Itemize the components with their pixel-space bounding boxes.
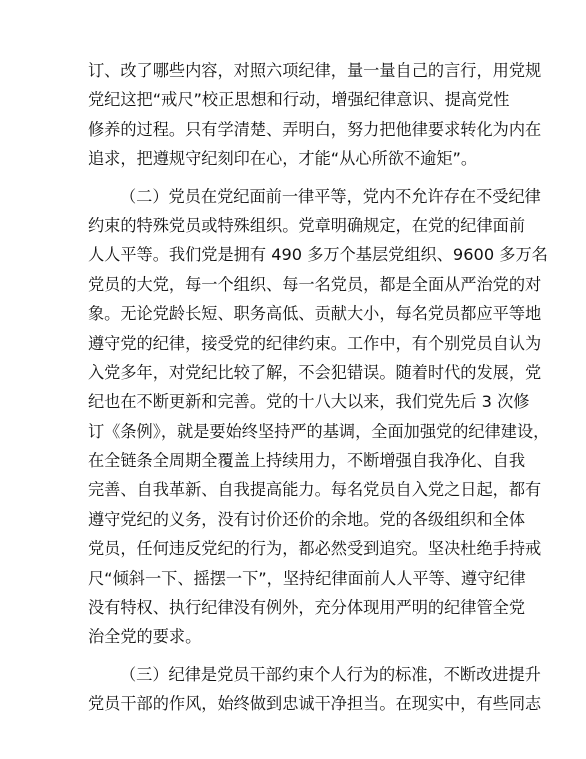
text-line: 遵守党的纪律，接受党的纪律约束。工作中，有个别党员自认为	[88, 333, 542, 353]
text-line: 完善、自我革新、自我提高能力。每名党员自入党之日起，都有	[88, 480, 542, 500]
text-line: 纪也在不断更新和完善。党的十八大以来，我们党先后 3 次修	[88, 392, 530, 412]
text-line: 订、改了哪些内容，对照六项纪律，量一量自己的言行，用党规	[88, 61, 542, 80]
text-line: 党员的大党，每一个组织、每一名党员，都是全面从严治党的对	[88, 274, 542, 294]
text-line: 党员，任何违反党纪的行为，都必然受到追究。坚决杜绝手持戒	[88, 539, 542, 559]
text-line: 追求，把遵规守纪刻印在心，才能“从心所欲不逾矩”。	[88, 149, 478, 169]
text-line: 党员干部的作风，始终做到忠诚干净担当。在现实中，有些同志	[88, 694, 542, 714]
text-line: 在全链条全周期全覆盖上持续用力，不断增强自我净化、自我	[88, 451, 526, 471]
paragraph	[88, 182, 550, 652]
document-page	[88, 56, 550, 719]
text-line: 党纪这把“戒尺”校正思想和行动，增强纪律意识、提高党性	[88, 90, 510, 110]
text-line: 约束的特殊党员或特殊组织。党章明确规定，在党的纪律面前	[88, 215, 526, 235]
text-line: 遵守党纪的义务，没有讨价还价的余地。党的各级组织和全体	[88, 509, 526, 529]
text-line: 治全党的要求。	[88, 627, 202, 647]
text-line: 入党多年，对党纪比较了解，不会犯错误。随着时代的发展，党	[88, 362, 542, 382]
paragraph	[88, 56, 542, 174]
text-line: 订《条例》，就是要始终坚持严的基调，全面加强党的纪律建设，	[88, 421, 550, 441]
text-line: 没有特权、执行纪律没有例外，充分体现用严明的纪律管全党	[88, 598, 526, 618]
text-line: （三）纪律是党员干部约束个人行为的标准，不断改进提升	[120, 664, 541, 684]
text-line: （二）党员在党纪面前一律平等，党内不允许存在不受纪律	[120, 186, 541, 206]
paragraph	[88, 660, 542, 719]
text-line: 尺“倾斜一下、摇摆一下”，坚持纪律面前人人平等、遵守纪律	[88, 568, 526, 588]
text-line: 修养的过程。只有学清楚、弄明白，努力把他律要求转化为内在	[88, 119, 542, 139]
text-line: 人人平等。我们党是拥有 490 多万个基层党组织、9600 多万名	[88, 245, 548, 265]
text-line: 象。无论党龄长短、职务高低、贡献大小，每名党员都应平等地	[88, 304, 542, 324]
